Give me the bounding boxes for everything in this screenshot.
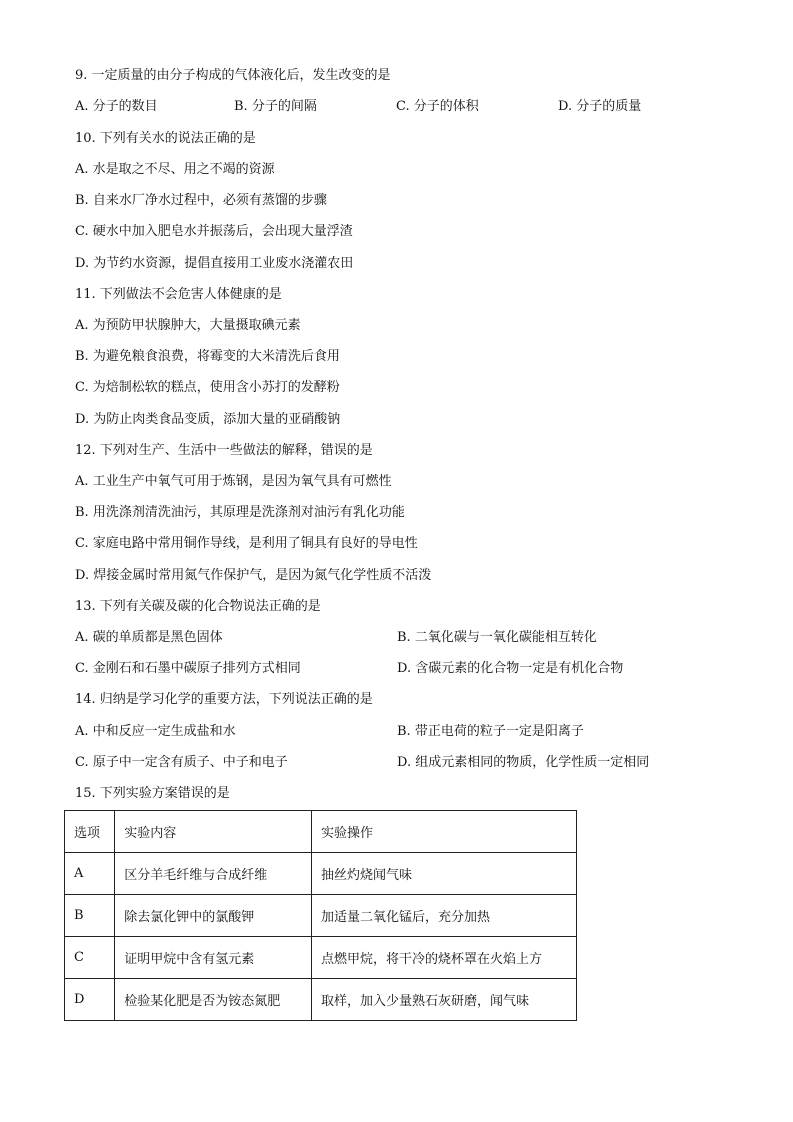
q12-stem: 12. 下列对生产、生活中一些做法的解释，错误的是 (75, 443, 373, 458)
q14-option-d: D. 组成元素相同的物质，化学性质一定相同 (397, 755, 650, 770)
q10-option-a: A. 水是取之不尽、用之不竭的资源 (75, 162, 275, 177)
q13-options-row2 (75, 661, 715, 677)
table-row (65, 853, 577, 895)
q10-option-b: B. 自来水厂净水过程中，必须有蒸馏的步骤 (75, 193, 327, 208)
q10-option-d: D. 为节约水资源，提倡直接用工业废水浇灌农田 (75, 256, 354, 271)
table-cell-content: 检验某化肥是否为铵态氮肥 (115, 979, 312, 1021)
q15-stem: 15. 下列实验方案错误的是 (75, 786, 230, 801)
q12-option-c: C. 家庭电路中常用铜作导线，是利用了铜具有良好的导电性 (75, 536, 418, 551)
q11-option-c: C. 为焙制松软的糕点，使用含小苏打的发酵粉 (75, 380, 340, 395)
q14-option-c: C. 原子中一定含有质子、中子和电子 (75, 755, 288, 770)
table-cell-operation: 加适量二氧化锰后，充分加热 (311, 895, 576, 937)
q14-option-a: A. 中和反应一定生成盐和水 (75, 724, 236, 739)
q12-option-a: A. 工业生产中氧气可用于炼钢，是因为氧气具有可燃性 (75, 474, 392, 489)
table-cell-operation: 点燃甲烷，将干冷的烧杯罩在火焰上方 (311, 937, 576, 979)
table-row (65, 979, 577, 1021)
q9-option-b: B. 分子的间隔 (234, 99, 317, 114)
q9-options (75, 99, 715, 115)
table-header-content: 实验内容 (115, 811, 312, 853)
q9-option-a: A. 分子的数目 (75, 99, 158, 114)
table-cell-content: 证明甲烷中含有氢元素 (115, 937, 312, 979)
q10-stem: 10. 下列有关水的说法正确的是 (75, 131, 256, 146)
table-row (65, 937, 577, 979)
table-cell-content: 区分羊毛纤维与合成纤维 (115, 853, 312, 895)
table-cell-operation: 取样，加入少量熟石灰研磨，闻气味 (311, 979, 576, 1021)
q9-option-c: C. 分子的体积 (396, 99, 479, 114)
q9-option-d: D. 分子的质量 (558, 99, 642, 114)
table-cell-option: D (65, 979, 115, 1021)
table-cell-option: B (65, 895, 115, 937)
q11-option-b: B. 为避免粮食浪费，将霉变的大米清洗后食用 (75, 349, 340, 364)
q14-stem: 14. 归纳是学习化学的重要方法，下列说法正确的是 (75, 692, 373, 707)
table-cell-operation: 抽丝灼烧闻气味 (311, 853, 576, 895)
q13-option-a: A. 碳的单质都是黑色固体 (75, 630, 223, 645)
q13-option-d: D. 含碳元素的化合物一定是有机化合物 (397, 661, 624, 676)
q9-stem: 9. 一定质量的由分子构成的气体液化后，发生改变的是 (75, 68, 391, 83)
q14-option-b: B. 带正电荷的粒子一定是阳离子 (397, 724, 584, 739)
q14-options-row2 (75, 755, 715, 771)
table-cell-content: 除去氯化钾中的氯酸钾 (115, 895, 312, 937)
q12-option-d: D. 焊接金属时常用氮气作保护气，是因为氮气化学性质不活泼 (75, 568, 432, 583)
q15-table (64, 810, 577, 1021)
q13-options-row1 (75, 630, 715, 646)
q10-option-c: C. 硬水中加入肥皂水并振荡后，会出现大量浮渣 (75, 224, 353, 239)
q11-stem: 11. 下列做法不会危害人体健康的是 (75, 287, 282, 302)
q13-option-c: C. 金刚石和石墨中碳原子排列方式相同 (75, 661, 301, 676)
q12-option-b: B. 用洗涤剂清洗油污，其原理是洗涤剂对油污有乳化功能 (75, 505, 405, 520)
table-header-row (65, 811, 577, 853)
table-cell-option: C (65, 937, 115, 979)
table-row (65, 895, 577, 937)
q11-option-a: A. 为预防甲状腺肿大，大量摄取碘元素 (75, 318, 301, 333)
q14-options-row1 (75, 724, 715, 740)
table-header-option: 选项 (65, 811, 115, 853)
table-cell-option: A (65, 853, 115, 895)
q13-stem: 13. 下列有关碳及碳的化合物说法正确的是 (75, 599, 321, 614)
q11-option-d: D. 为防止肉类食品变质，添加大量的亚硝酸钠 (75, 412, 341, 427)
table-header-operation: 实验操作 (311, 811, 576, 853)
q13-option-b: B. 二氧化碳与一氧化碳能相互转化 (397, 630, 597, 645)
